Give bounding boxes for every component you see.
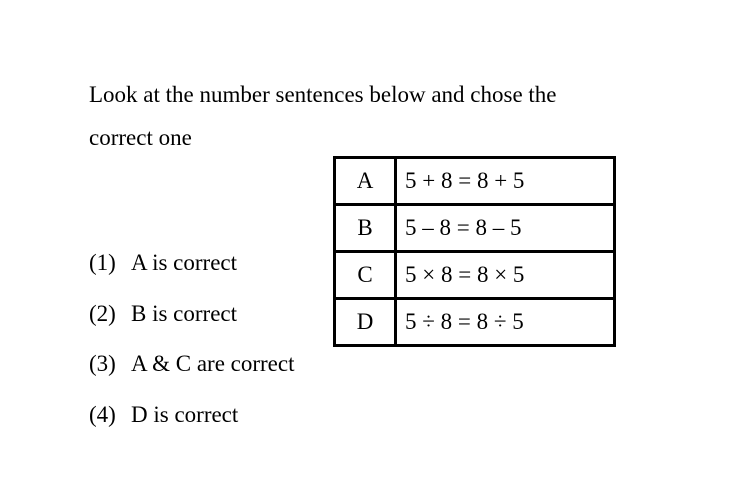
sentence-expression: 5 × 8 = 8 × 5 bbox=[396, 252, 615, 299]
option-text: B is correct bbox=[131, 300, 238, 326]
sentence-expression: 5 ÷ 8 = 8 ÷ 5 bbox=[396, 299, 615, 346]
option-number: (3) bbox=[89, 351, 116, 376]
question-line-2: correct one bbox=[89, 125, 192, 150]
answer-options bbox=[89, 242, 294, 444]
sentence-expression: 5 – 8 = 8 – 5 bbox=[396, 205, 615, 252]
option-text: A is correct bbox=[131, 250, 238, 275]
option-text: A & C are correct bbox=[131, 351, 295, 376]
table-row bbox=[335, 252, 615, 299]
sentence-expression: 5 + 8 = 8 + 5 bbox=[396, 158, 615, 205]
question-text bbox=[89, 73, 649, 159]
table-row bbox=[335, 205, 615, 252]
option-number: (1) bbox=[89, 250, 116, 275]
answer-option[interactable] bbox=[89, 293, 294, 344]
table-row bbox=[335, 158, 615, 205]
sentence-label: D bbox=[335, 299, 396, 346]
table-row bbox=[335, 299, 615, 346]
option-number: (2) bbox=[89, 300, 116, 326]
sentence-label: B bbox=[335, 205, 396, 252]
sentence-label: A bbox=[335, 158, 396, 205]
answer-option[interactable] bbox=[89, 394, 294, 445]
answer-option[interactable] bbox=[89, 343, 294, 394]
question-line-1: Look at the number sentences below and chose the bbox=[89, 82, 557, 107]
option-text: D is correct bbox=[131, 401, 239, 427]
sentence-label: C bbox=[335, 252, 396, 299]
option-number: (4) bbox=[89, 401, 116, 427]
answer-option[interactable] bbox=[89, 242, 294, 293]
number-sentences-table bbox=[333, 156, 616, 347]
